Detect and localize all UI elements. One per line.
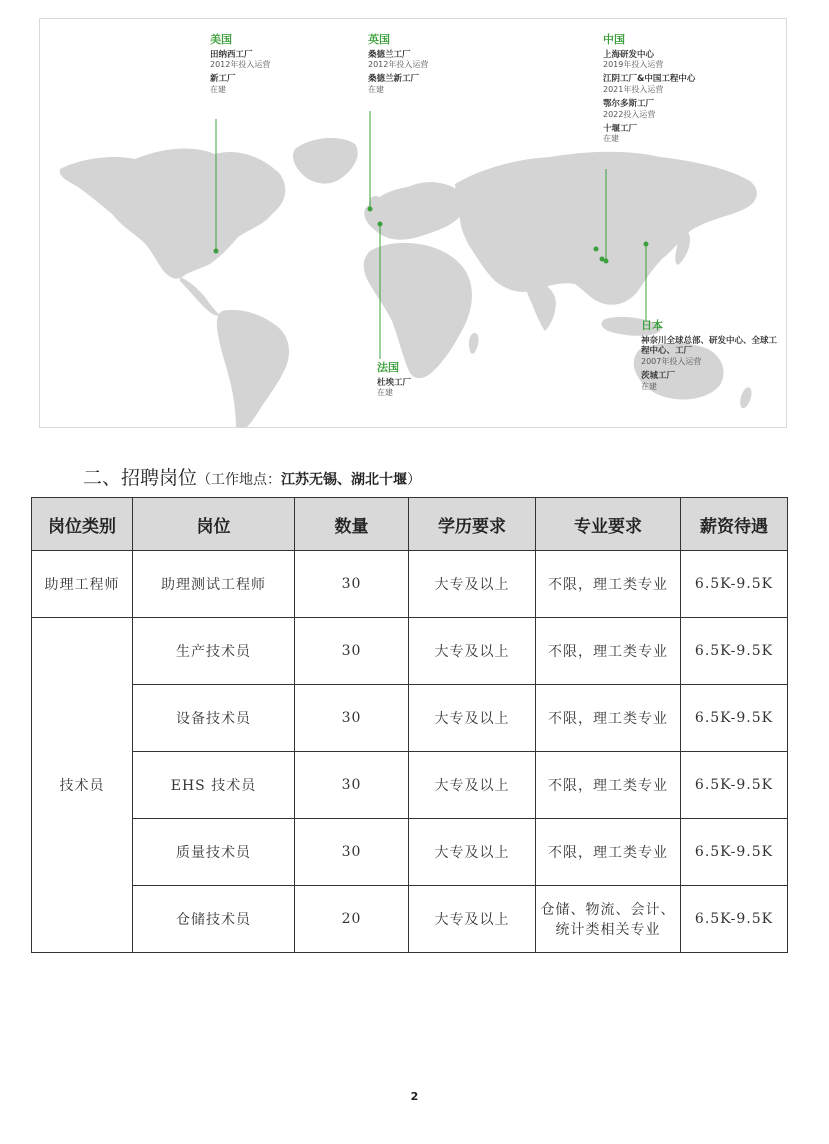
category-cell: 助理工程师 [32,551,133,618]
education-cell: 大专及以上 [409,886,536,953]
section-heading [83,463,421,490]
table-row [32,819,788,886]
usa-site-dot [214,249,218,253]
site-name: 上海研发中心 [603,49,655,60]
header-count: 数量 [295,498,409,551]
count-cell: 20 [295,886,409,953]
callout-china [603,33,695,148]
callout-france [377,361,411,402]
japan-site-dot [644,242,648,246]
position-cell: 生产技术员 [133,618,295,685]
world-map-figure [39,18,787,428]
salary-cell: 6.5K-9.5K [681,752,788,819]
salary-cell: 6.5K-9.5K [681,819,788,886]
education-cell: 大专及以上 [409,819,536,886]
site-status: 2012年投入运营 [210,60,271,70]
major-cell: 仓储、物流、会计、统计类相关专业 [536,886,681,953]
france-site-dot [378,222,382,226]
site-status: 2021年投入运营 [603,85,664,94]
site-status: 在建 [368,85,384,94]
site-name: 神奈川全球总部、研发中心、全球工程中心、工厂 [641,335,778,357]
china-site-dot-3 [604,259,608,263]
page-number: 2 [410,1090,419,1103]
table-row [32,618,788,685]
header-education: 学历要求 [409,498,536,551]
central-america-shape [180,277,220,316]
count-cell: 30 [295,551,409,618]
south-america-shape [217,310,289,428]
salary-cell: 6.5K-9.5K [681,551,788,618]
greenland-shape [293,138,358,184]
major-cell: 不限，理工类专业 [536,618,681,685]
count-cell: 30 [295,819,409,886]
site-status: 在建 [377,388,393,398]
table-row [32,886,788,953]
site-name: 田纳西工厂 [210,49,253,60]
education-cell: 大专及以上 [409,752,536,819]
header-salary: 薪资待遇 [681,498,788,551]
header-major: 专业要求 [536,498,681,551]
count-cell: 30 [295,752,409,819]
table-row [32,752,788,819]
major-cell: 不限，理工类专业 [536,752,681,819]
section-title-text: 二、招聘岗位 [83,467,198,489]
china-site-dot-1 [594,247,598,251]
position-cell: 质量技术员 [133,819,295,886]
site-status: 在建 [210,85,226,94]
position-cell: 助理测试工程师 [133,551,295,618]
site-name: 新工厂 [210,74,236,85]
site-status: 在建 [641,381,657,391]
salary-cell: 6.5K-9.5K [681,618,788,685]
callout-usa [210,33,270,99]
madagascar-shape [469,333,479,354]
education-cell: 大专及以上 [409,551,536,618]
table-row [32,685,788,752]
site-name: 茨城工厂 [641,371,676,381]
site-status: 2012年投入运营 [368,60,429,70]
site-name: 桑德兰新工厂 [368,74,420,85]
major-cell: 不限，理工类专业 [536,685,681,752]
education-cell: 大专及以上 [409,685,536,752]
region-label-usa: 美国 [210,33,232,46]
china-site-dot-2 [600,257,604,261]
site-status: 2019年投入运营 [603,60,664,70]
site-name: 鄂尔多斯工厂 [603,99,655,109]
region-label-china: 中国 [603,33,625,46]
site-name: 江阴工厂&中国工程中心 [603,74,696,85]
region-label-france: 法国 [377,361,399,374]
site-name: 十堰工厂 [603,123,638,134]
header-position: 岗位 [133,498,295,551]
callout-uk [368,33,428,99]
region-label-japan: 日本 [641,319,663,332]
major-cell: 不限，理工类专业 [536,819,681,886]
header-category: 岗位类别 [32,498,133,551]
salary-cell: 6.5K-9.5K [681,685,788,752]
education-cell: 大专及以上 [409,618,536,685]
site-name: 桑德兰工厂 [368,49,411,60]
europe-shape [364,182,464,240]
count-cell: 30 [295,618,409,685]
category-cell: 技术员 [32,618,133,953]
site-status: 2022投入运营 [603,109,656,119]
callout-japan [641,319,783,396]
site-status: 2007年投入运营 [641,357,702,366]
position-cell: 仓储技术员 [133,886,295,953]
work-location-value: 江苏无锡、湖北十堰 [281,472,408,488]
work-location-label: （工作地点： [197,472,282,488]
table-header-row [32,498,788,551]
work-location-close: ） [407,472,422,488]
major-cell: 不限，理工类专业 [536,551,681,618]
uk-site-dot [368,207,372,211]
site-name: 杜埃工厂 [377,377,412,388]
north-america-shape [60,149,286,279]
site-status: 在建 [603,134,619,144]
count-cell: 30 [295,685,409,752]
job-openings-table [31,497,788,953]
position-cell: 设备技术员 [133,685,295,752]
salary-cell: 6.5K-9.5K [681,886,788,953]
india-shape [526,281,555,331]
region-label-uk: 英国 [368,33,390,46]
table-row [32,551,788,618]
position-cell: EHS 技术员 [133,752,295,819]
